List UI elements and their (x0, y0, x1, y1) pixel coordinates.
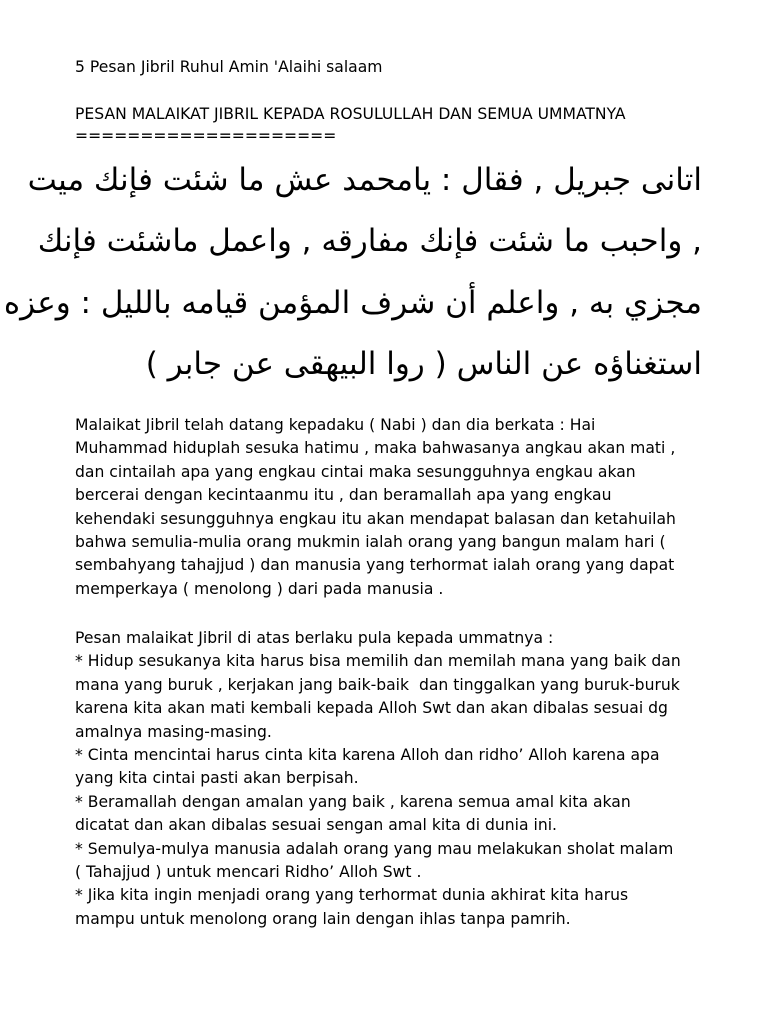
translation-line: sembahyang tahajjud ) dan manusia yang terhormat ialah orang yang dapat (75, 556, 675, 575)
arabic-line-2: , واحبب ما شئت فإنك مفارقه , واعمل ماشئت فإنك (37, 223, 702, 259)
translation-line: bahwa semulia-mulia orang mukmin ialah orang yang bangun malam hari ( (75, 533, 666, 552)
message-line: * Jika kita ingin menjadi orang yang terhormat dunia akhirat kita harus (75, 886, 629, 905)
message-line: yang kita cintai pasti akan berpisah. (75, 769, 359, 788)
message-line: * Semulya-mulya manusia adalah orang yang mau melakukan sholat malam (75, 839, 674, 858)
separator-line: ==================== (75, 127, 337, 145)
arabic-line-1: اتانى جبريل , فقال : يامحمد عش ما شئت فإنك ميت (27, 162, 702, 198)
translation-line: dan cintailah apa yang engkau cintai maka sesungguhnya engkau akan (75, 462, 636, 481)
translation-line: Malaikat Jibril telah datang kepadaku ( Nabi ) dan dia berkata : Hai (75, 416, 596, 434)
message-line: dicatat dan akan dibalas sesuai sengan amal kita di dunia ini. (75, 816, 558, 835)
translation-line: kehendaki sesungguhnya engkau itu akan mendapat balasan dan ketahuilah (75, 509, 676, 528)
message-line: mana yang buruk , kerjakan jang baik-baik dan tinggalkan yang buruk-buruk (75, 675, 680, 694)
translation-line: memperkaya ( menolong ) dari pada manusia . (75, 579, 444, 598)
arabic-line-3: مجزي به , واعلم أن شرف المؤمن قيامه بالليل : وعزه (3, 285, 702, 321)
message-intro-line: Pesan malaikat Jibril di atas berlaku pula kepada ummatnya : (75, 629, 554, 647)
arabic-line-4: استغناؤه عن الناس ( روا البيهقى عن جابر ) (145, 346, 702, 382)
message-line: amalnya masing-masing. (75, 722, 272, 741)
translation-line: Muhammad hiduplah sesuka hatimu , maka bahwasanya angkau akan mati , (75, 439, 676, 458)
message-line: karena kita akan mati kembali kepada Alloh Swt dan akan dibalas sesuai dg (75, 699, 668, 718)
translation-paragraph (75, 414, 715, 601)
message-line: ( Tahajjud ) untuk mencari Ridho’ Alloh Swt . (75, 863, 422, 882)
message-line: * Beramallah dengan amalan yang baik , karena semua amal kita akan (75, 792, 631, 811)
message-line: * Cinta mencintai harus cinta kita karena Alloh dan ridho’ Alloh karena apa (75, 746, 660, 765)
message-line: * Hidup sesukanya kita harus bisa memilih dan memilah mana yang baik dan (75, 652, 681, 671)
document-heading: PESAN MALAIKAT JIBRIL KEPADA ROSULULLAH DAN SEMUA UMMATNYA (75, 105, 626, 123)
message-paragraph (75, 627, 715, 931)
message-line: mampu untuk menolong orang lain dengan ihlas tanpa pamrih. (75, 909, 571, 928)
translation-line: bercerai dengan kecintaanmu itu , dan beramallah apa yang engkau (75, 486, 612, 505)
document-title: 5 Pesan Jibril Ruhul Amin 'Alaihi salaam (75, 58, 383, 76)
